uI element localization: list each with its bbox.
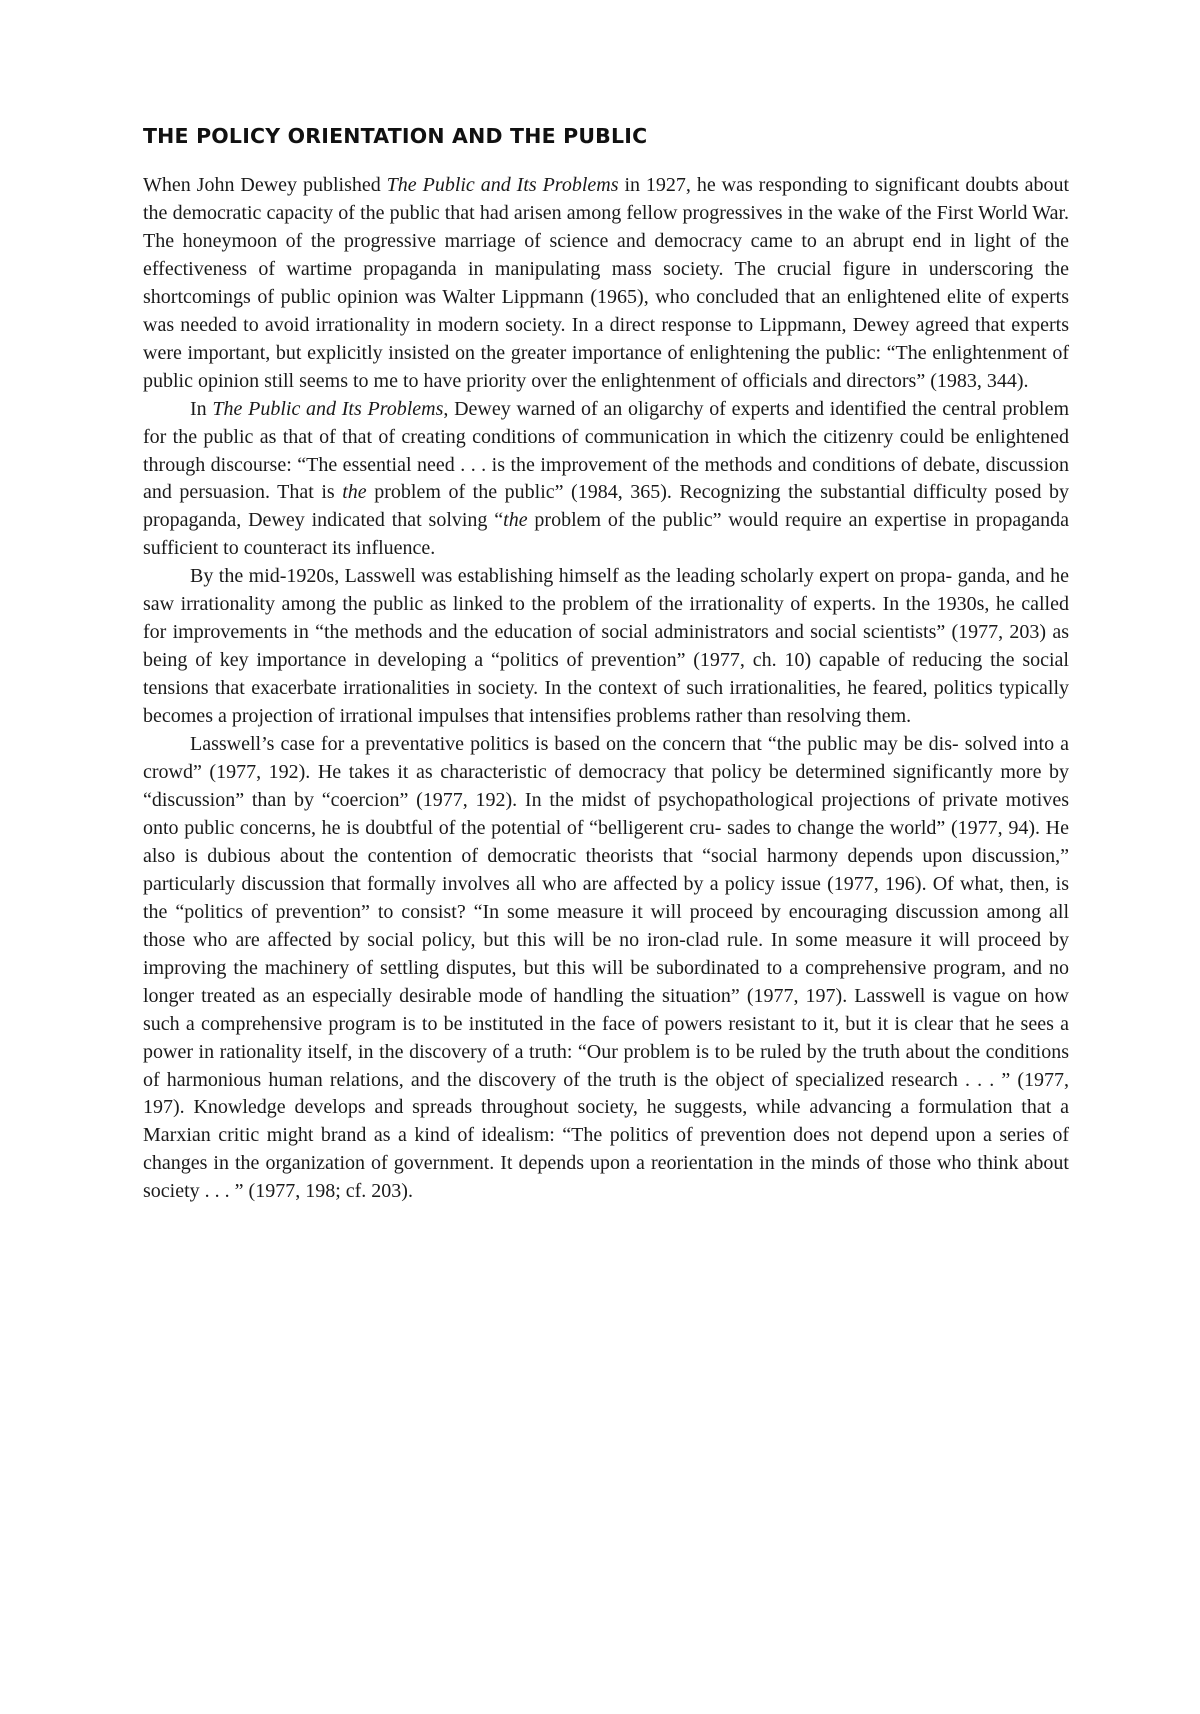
book-title-italic: The Public and Its Problems <box>212 397 444 420</box>
paragraph-2-text-a: In <box>190 397 213 420</box>
paragraph-2-text-c: , Dewey warned of an oligarchy of experts and identified the central problem for the public as that of that of creating conditions of communication in which the citizenry could be enlightened through discourse: “The essential need . . . is the improvement of the methods and conditions of debate, discussion and persuasion. That is <box>143 397 1069 504</box>
emphasis-italic: the <box>503 509 528 532</box>
paragraph-2-text-g: problem of the public” would require an expertise in propaganda sufficient to counteract its influence. <box>143 509 1070 560</box>
paragraph-4: Lasswell’s case for a preventative politics is based on the concern that “the public may be dis- solved into a crowd” (1977, 192). He takes it as characteristic of democracy that policy be determined significantly more by “discussion” than by “coercion” (1977, 192). In the midst of psychopathological projections of private motives onto public concerns, he is doubtful of the potential of “belligerent cru- sades to change the world” (1977, 94). He also is dubious about the contention of democratic theorists that “social harmony depends upon discussion,” particularly discussion that formally involves all who are affected by a policy issue (1977, 196). Of what, then, is the “politics of prevention” to consist? “In some measure it will proceed by encouraging discussion among all those who are affected by social policy, but this will be no iron-clad rule. In some measure it will proceed by improving the machinery of settling disputes, but this will be subordinated to a comprehensive program, and no longer treated as an especially desirable mode of handling the situation” (1977, 197). Lasswell is vague on how such a comprehensive program is to be instituted in the face of powers resistant to it, but it is clear that he sees a power in rationality itself, in the discovery of a truth: “Our problem is to be ruled by the truth about the conditions of harmonious human relations, and the discovery of the truth is the object of specialized research . . . ” (1977, 197). Knowledge develops and spreads throughout society, he suggests, while advancing a formulation that a Marxian critic might brand as a kind of idealism: “The politics of prevention does not depend upon a series of changes in the organization of government. It depends upon a reorientation in the minds of those who think about society . . . ” (1977, 198; cf. 203). <box>143 733 1069 1203</box>
section-heading: THE POLICY ORIENTATION AND THE PUBLIC <box>143 124 648 148</box>
paragraph-1-text-a: When John Dewey published <box>143 174 387 196</box>
paragraph-3: By the mid-1920s, Lasswell was establishing himself as the leading scholarly expert on propa- ganda, and he saw irrationality among the public as linked to the problem of the irrationality of experts. In the 1930s, he called for improvements in “the methods and the education of social administrators and social scientists” (1977, 203) as being of key importance in developing a “politics of prevention” (1977, ch. 10) capable of reducing the social tensions that exacerbate irrationalities in society. In the context of such irrationalities, he feared, politics typically becomes a projection of irrational impulses that intensifies problems rather than resolving them. <box>143 565 1069 728</box>
paragraph-1 <box>143 172 1069 396</box>
document-body <box>143 122 1069 1206</box>
paragraph-1-text-c: in 1927, he was responding to significant doubts about the democratic capacity of the public that had arisen among fellow progressives in the wake of the First World War. The honeymoon of the progressive marriage of science and democracy came to an abrupt end in light of the effectiveness of wartime propaganda in manipulating mass society. The crucial figure in underscoring the shortcomings of public opinion was Walter Lippmann (1965), who concluded that an enlightened elite of experts was needed to avoid irrationality in modern society. In a direct response to Lippmann, Dewey agreed that experts were important, but explicitly insisted on the greater importance of enlightening the public: “The enlightenment of public opinion still seems to me to have priority over the enlightenment of officials and directors” (1983, 344). <box>143 174 1070 392</box>
emphasis-italic: the <box>342 481 367 504</box>
book-title-italic: The Public and Its Problems <box>386 174 619 196</box>
paragraph-2 <box>143 396 1069 564</box>
paragraph-2-text-e: problem of the public” (1984, 365). Recognizing the substantial difficulty posed by propaganda, Dewey indicated that solving “ <box>143 481 1070 532</box>
